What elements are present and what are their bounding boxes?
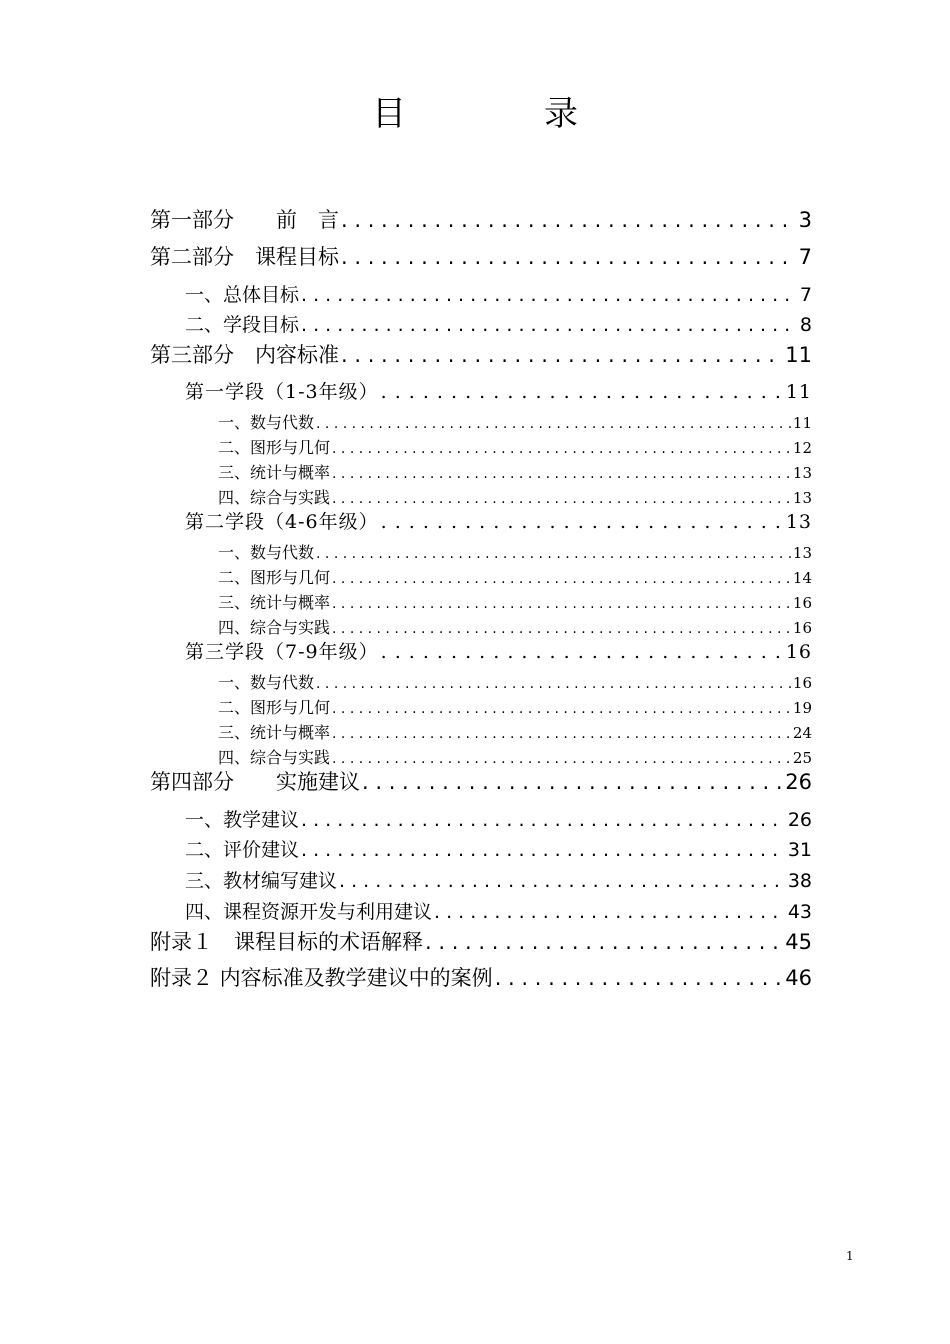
toc-leader — [316, 546, 791, 562]
toc-label: 二、学段目标 — [185, 314, 300, 336]
toc-page: 16 — [785, 641, 812, 663]
toc-leader — [332, 751, 791, 767]
toc-entry[interactable] — [218, 565, 812, 589]
toc-leader — [332, 491, 791, 507]
toc-leader — [434, 901, 786, 923]
toc-entry[interactable] — [185, 866, 812, 894]
toc-entry[interactable] — [185, 310, 812, 338]
toc-entry[interactable] — [185, 835, 812, 863]
toc-entry[interactable] — [185, 377, 812, 405]
toc-entry[interactable] — [218, 460, 812, 484]
toc-entry[interactable] — [185, 805, 812, 833]
toc-leader — [381, 641, 784, 663]
toc-page: 43 — [787, 901, 812, 923]
toc-label: 第二部分 课程目标 — [150, 245, 339, 269]
toc-page: 7 — [798, 245, 812, 269]
toc-page: 13 — [792, 489, 812, 507]
toc-label: 一、数与代数 — [218, 413, 315, 432]
toc-label: 二、评价建议 — [185, 839, 300, 861]
page-number: 1 — [846, 1249, 854, 1263]
toc-leader — [495, 966, 784, 990]
toc-leader — [332, 466, 791, 482]
toc-page: 16 — [792, 594, 812, 612]
toc-entry[interactable] — [150, 962, 812, 992]
toc-entry[interactable] — [185, 637, 812, 665]
toc-page: 11 — [785, 343, 812, 367]
toc-entry[interactable] — [218, 410, 812, 434]
toc-page: 8 — [799, 314, 812, 336]
toc-page: 11 — [785, 381, 812, 403]
toc-leader — [301, 809, 786, 831]
toc-leader — [341, 208, 797, 232]
toc-entry[interactable] — [150, 766, 812, 796]
toc-label: 附录２ 内容标准及教学建议中的案例 — [150, 966, 493, 990]
toc-page: 26 — [787, 809, 812, 831]
toc-entry[interactable] — [150, 339, 812, 369]
toc-entry[interactable] — [218, 615, 812, 639]
toc-label: 二、图形与几何 — [218, 438, 331, 457]
toc-label: 四、综合与实践 — [218, 488, 331, 507]
toc-page: 24 — [792, 724, 812, 742]
toc-page: 25 — [792, 749, 812, 767]
toc-leader — [332, 701, 791, 717]
toc-page: 38 — [787, 870, 812, 892]
toc-leader — [332, 441, 791, 457]
toc-label: 三、教材编写建议 — [185, 870, 338, 892]
toc-label: 第一部分 前 言 — [150, 208, 339, 232]
toc-leader — [301, 284, 798, 306]
toc-label: 一、教学建议 — [185, 809, 300, 831]
toc-label: 三、统计与概率 — [218, 463, 331, 482]
toc-entry[interactable] — [150, 241, 812, 271]
toc-page: 13 — [792, 544, 812, 562]
toc-page: 45 — [785, 930, 812, 954]
toc-label: 第四部分 实施建议 — [150, 770, 360, 794]
toc-leader — [316, 416, 791, 432]
toc-page: 26 — [785, 770, 812, 794]
toc-page: 7 — [799, 284, 812, 306]
toc-label: 四、课程资源开发与利用建议 — [185, 901, 433, 923]
toc-entry[interactable] — [185, 897, 812, 925]
toc-label: 四、综合与实践 — [218, 618, 331, 637]
toc-leader — [341, 245, 797, 269]
toc-leader — [332, 621, 791, 637]
toc-entry[interactable] — [218, 540, 812, 564]
toc-label: 附录１ 课程目标的术语解释 — [150, 930, 423, 954]
toc-entry[interactable] — [218, 720, 812, 744]
toc-label: 第三学段（7-9年级） — [185, 641, 379, 663]
toc-leader — [332, 726, 791, 742]
toc-page: 13 — [792, 464, 812, 482]
toc-page: 16 — [792, 619, 812, 637]
toc-label: 一、数与代数 — [218, 543, 315, 562]
toc-leader — [316, 676, 791, 692]
toc-leader — [425, 930, 783, 954]
page-title: 目 录 — [372, 94, 630, 134]
toc-label: 一、数与代数 — [218, 673, 315, 692]
toc-entry[interactable] — [218, 670, 812, 694]
toc-page: 31 — [787, 839, 812, 861]
toc-entry[interactable] — [185, 507, 812, 535]
toc-leader — [332, 571, 791, 587]
toc-entry[interactable] — [218, 435, 812, 459]
toc-leader — [381, 381, 784, 403]
toc-page: 19 — [792, 699, 812, 717]
toc-page: 12 — [792, 439, 812, 457]
toc-page: 14 — [792, 569, 812, 587]
toc-label: 一、总体目标 — [185, 284, 300, 306]
toc-page: 3 — [798, 208, 812, 232]
toc-entry[interactable] — [218, 695, 812, 719]
toc-entry[interactable] — [218, 590, 812, 614]
toc-leader — [341, 343, 783, 367]
toc-leader — [301, 314, 798, 336]
toc-entry[interactable] — [218, 485, 812, 509]
toc-leader — [339, 870, 786, 892]
toc-leader — [332, 596, 791, 612]
toc-page: 46 — [785, 966, 812, 990]
toc-label: 四、综合与实践 — [218, 748, 331, 767]
toc-entry[interactable] — [185, 280, 812, 308]
toc-leader — [301, 839, 786, 861]
toc-label: 第三部分 内容标准 — [150, 343, 339, 367]
toc-label: 第二学段（4-6年级） — [185, 511, 379, 533]
toc-label: 第一学段（1-3年级） — [185, 381, 379, 403]
toc-entry[interactable] — [150, 926, 812, 956]
toc-leader — [362, 770, 783, 794]
toc-label: 二、图形与几何 — [218, 568, 331, 587]
toc-page: 16 — [792, 674, 812, 692]
toc-page: 13 — [785, 511, 812, 533]
toc-label: 三、统计与概率 — [218, 593, 331, 612]
toc-label: 三、统计与概率 — [218, 723, 331, 742]
toc-entry[interactable] — [150, 204, 812, 234]
toc-page: 11 — [792, 414, 812, 432]
toc-label: 二、图形与几何 — [218, 698, 331, 717]
toc-leader — [381, 511, 784, 533]
